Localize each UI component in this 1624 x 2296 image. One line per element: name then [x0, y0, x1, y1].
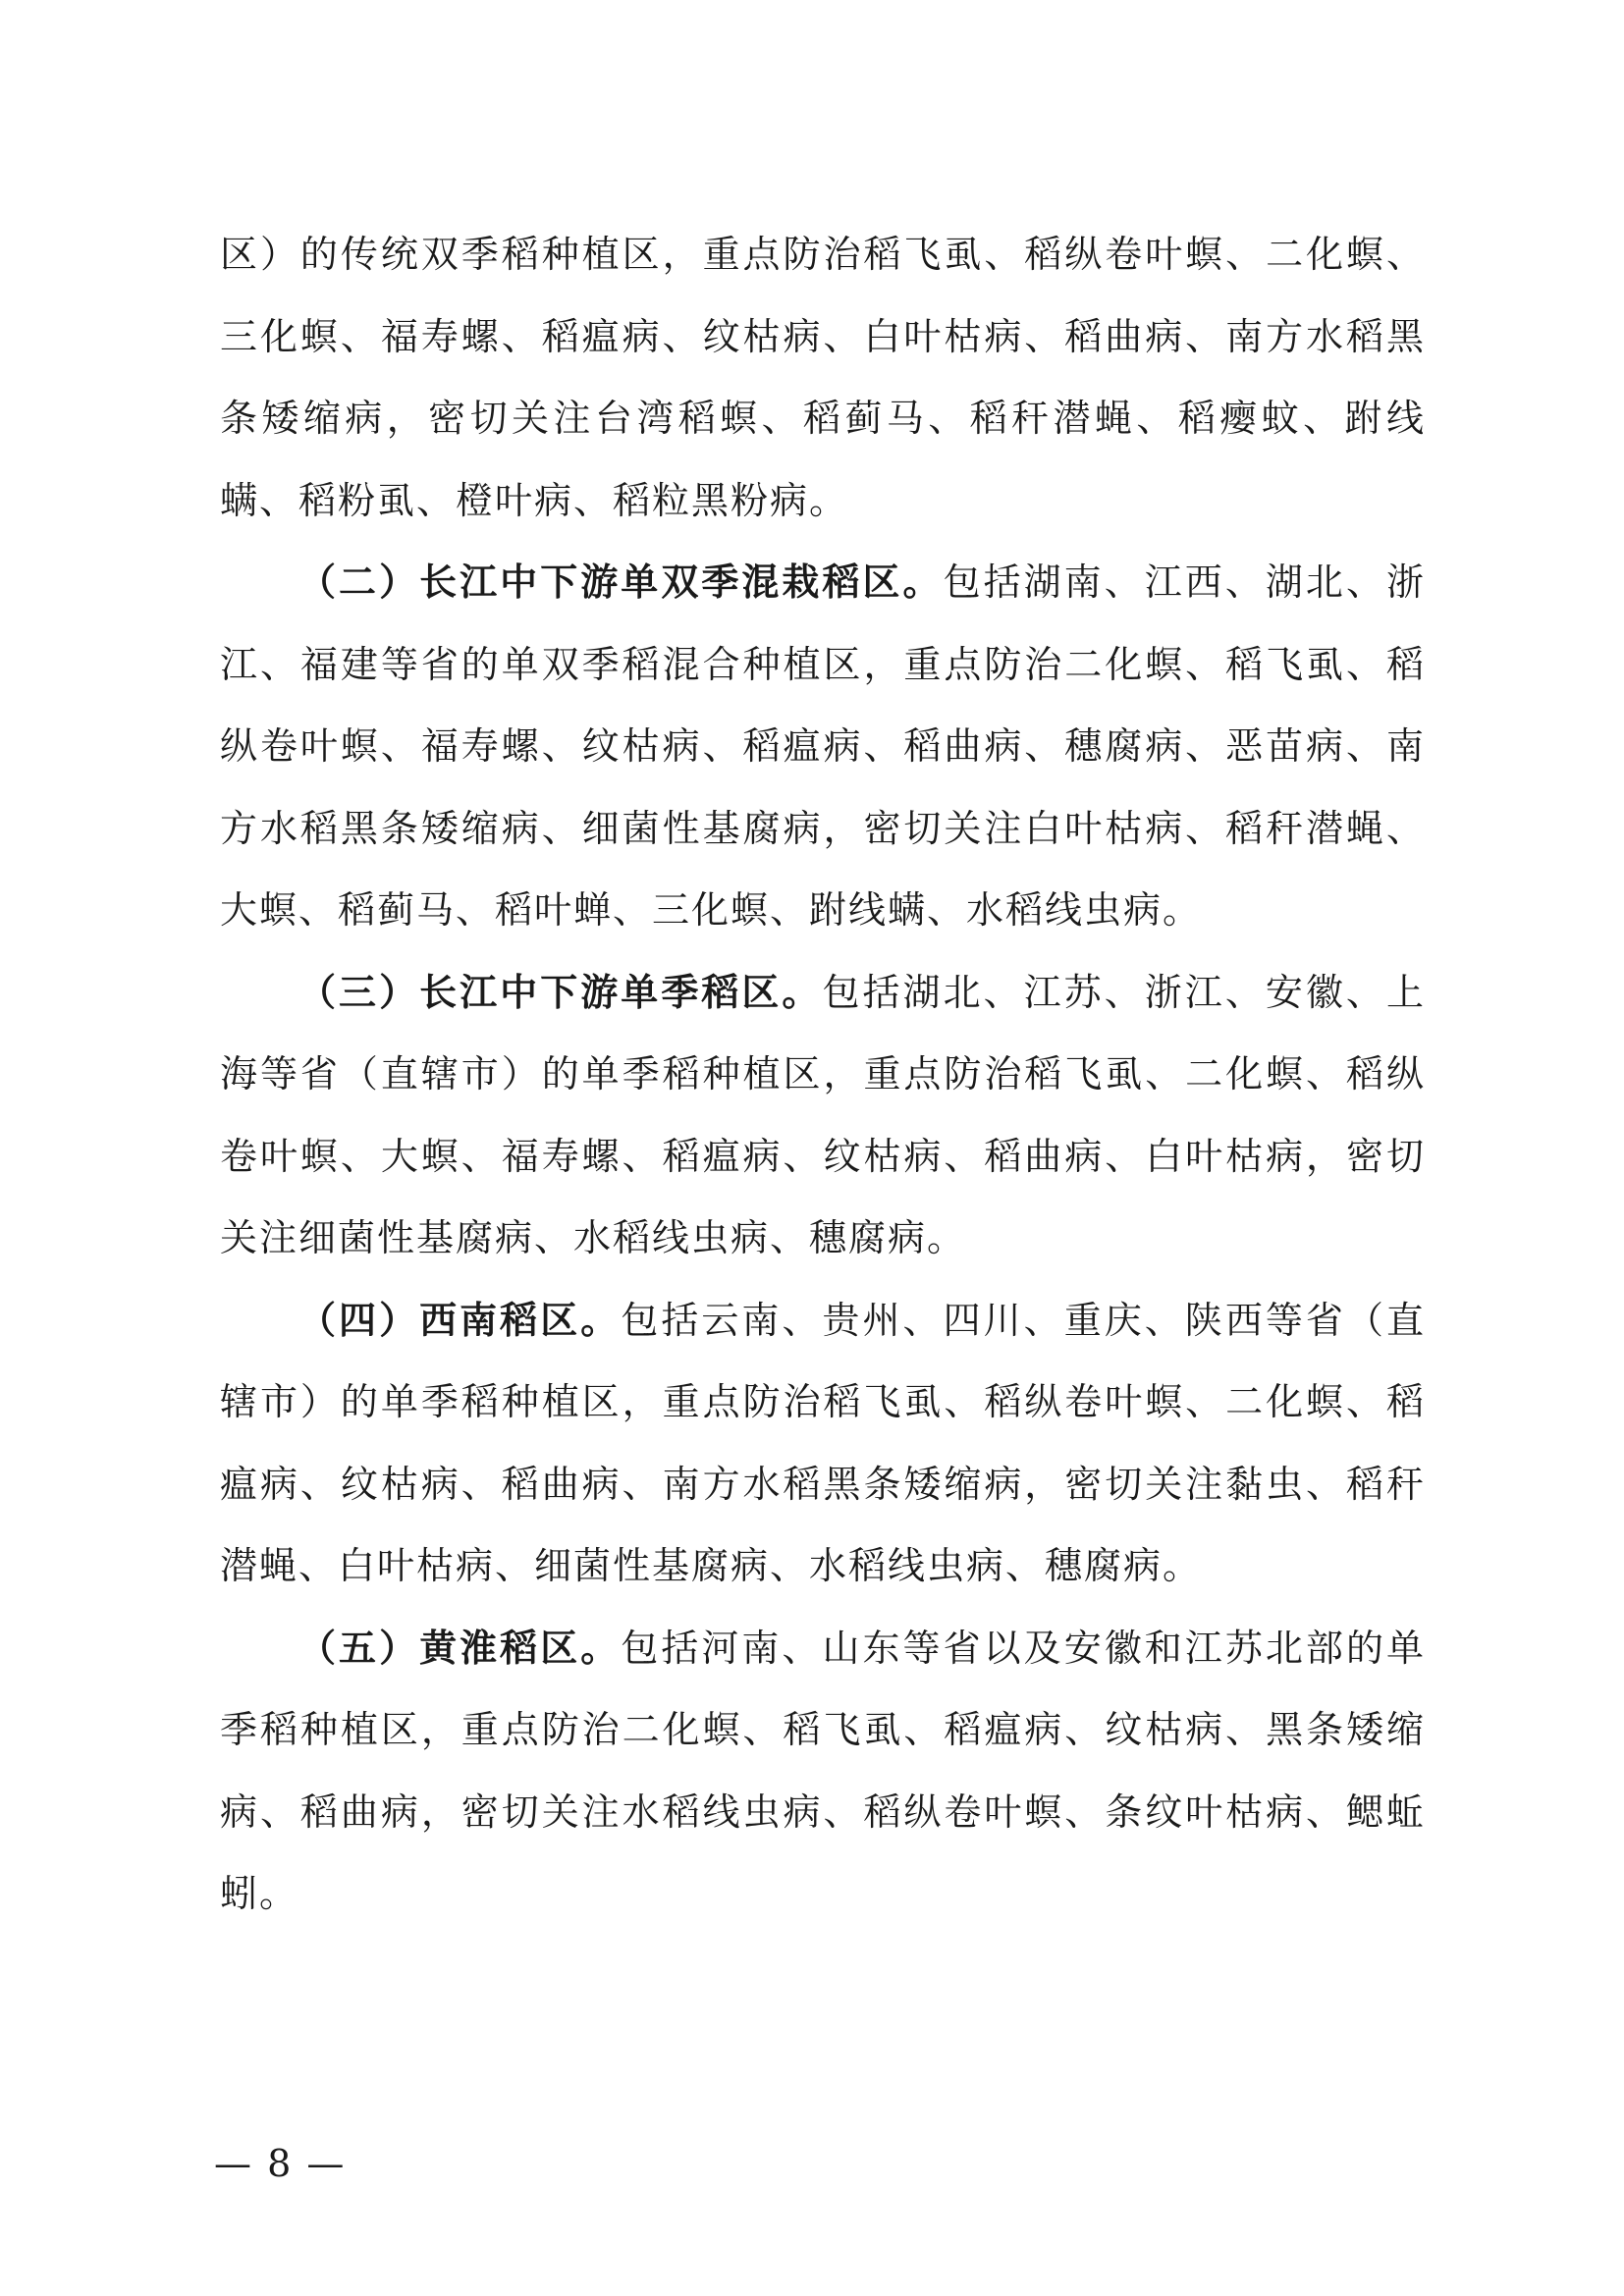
paragraph-section-3: [220, 952, 1426, 1280]
paragraph-text: 包括云南、贵州、四川、重庆、陕西等省（直辖市）的单季稻种植区，重点防治稻飞虱、稻纵卷叶螟、二化螟、稻瘟病、纹枯病、稻曲病、南方水稻黑条矮缩病，密切关注黏虫、稻秆潜蝇、白叶枯病、细菌性基腐病、水稻线虫病、穗腐病。: [220, 1298, 1426, 1587]
document-body: [220, 214, 1426, 1936]
section-heading: （三）长江中下游单季稻区。: [298, 970, 823, 1014]
page-number: — 8 —: [214, 2142, 347, 2185]
section-heading: （二）长江中下游单双季混栽稻区。: [298, 561, 944, 604]
section-heading: （五）黄淮稻区。: [298, 1626, 622, 1670]
paragraph-section-4: [220, 1280, 1426, 1608]
paragraph-text: 区）的传统双季稻种植区，重点防治稻飞虱、稻纵卷叶螟、二化螟、三化螟、福寿螺、稻瘟病、纹枯病、白叶枯病、稻曲病、南方水稻黑条矮缩病，密切关注台湾稻螟、稻蓟马、稻秆潜蝇、稻瘿蚊、跗线螨、稻粉虱、橙叶病、稻粒黑粉病。: [220, 233, 1426, 522]
paragraph-section-2: [220, 542, 1426, 952]
paragraph-text: 包括湖南、江西、湖北、浙江、福建等省的单双季稻混合种植区，重点防治二化螟、稻飞虱、稻纵卷叶螟、福寿螺、纹枯病、稻瘟病、稻曲病、穗腐病、恶苗病、南方水稻黑条矮缩病、细菌性基腐病，密切关注白叶枯病、稻秆潜蝇、大螟、稻蓟马、稻叶蝉、三化螟、跗线螨、水稻线虫病。: [220, 561, 1426, 932]
paragraph-text: 包括湖北、江苏、浙江、安徽、上海等省（直辖市）的单季稻种植区，重点防治稻飞虱、二化螟、稻纵卷叶螟、大螟、福寿螺、稻瘟病、纹枯病、稻曲病、白叶枯病，密切关注细菌性基腐病、水稻线虫病、穗腐病。: [220, 970, 1426, 1259]
paragraph-continuation: [220, 214, 1426, 542]
section-heading: （四）西南稻区。: [298, 1298, 622, 1342]
paragraph-text: 包括河南、山东等省以及安徽和江苏北部的单季稻种植区，重点防治二化螟、稻飞虱、稻瘟病、纹枯病、黑条矮缩病、稻曲病，密切关注水稻线虫病、稻纵卷叶螟、条纹叶枯病、鳃蚯蚓。: [220, 1626, 1426, 1915]
paragraph-section-5: [220, 1608, 1426, 1936]
